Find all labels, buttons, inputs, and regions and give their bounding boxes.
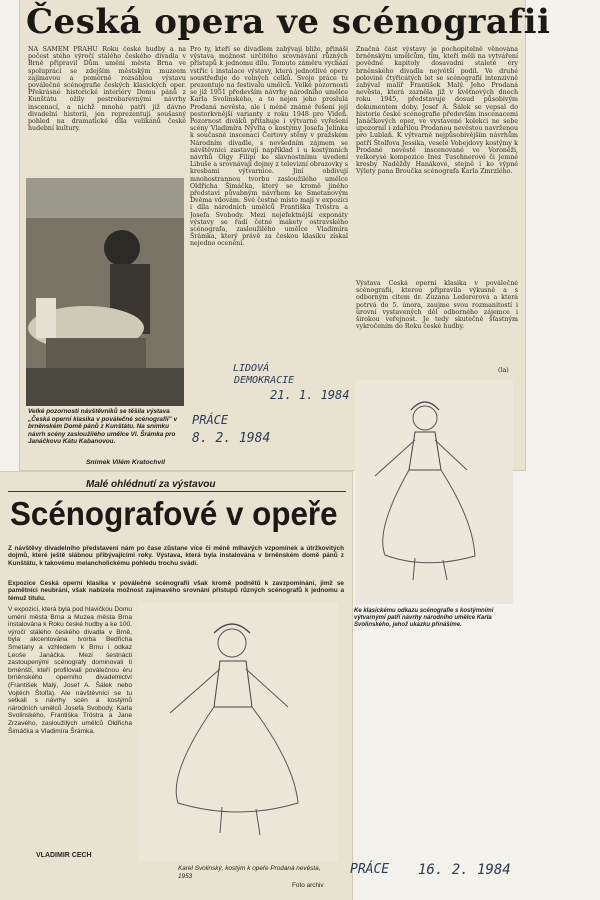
- article1-photo: [26, 178, 184, 406]
- costume-sketch-left: [138, 603, 338, 861]
- article1-column-1: NA SAMÉM PRAHU Roku české hudby a na počest stého výročí stálého českého divadla v Brně připravil Dům umění města Brna ve spolupráci se zdejším městským muzeem zajímavou a poměrně rozsáhlou výstavu poválečné scénografie českých klasických oper. Překrásné historické interiéry Domu pánů z Kunštátu ožily pestrobarevnými návrhy inscenací, a nichž mnohé patří již dávno divadelní historii, jen reprezentují soušasný pohled na dramatické díla velikánů české hudební kultury.: [28, 46, 186, 133]
- article1-photo-credit: Snímek Vilém Kratochvíl: [86, 459, 166, 466]
- handwritten-source-2: PRÁCE: [192, 413, 229, 427]
- article1-signature: (la): [498, 367, 509, 374]
- article2-headline: Scénografové v opeře: [10, 495, 338, 532]
- article2-author: VLADIMÍR ČECH: [36, 852, 92, 859]
- article1-column-2: Pro ty, kteří se divadlem zabývají blíže, přináší výstava možnost určitého srovnávání různých přístupů k jednomu dílu. Tomuto záměru vychází vstříc i instalace výstavy, která jednotlivé opery soustřeďuje do volných celků. Svoje práce tu prezentuje na festivalu umělců. Velké pozornosti se již 1951 především návrhy národního umělce Karla Svolinského, a to nejen jeho proslulá Prodaná nevěsta, ale i méně známé řešení její pestorkvnější varianty z roku 1948 pro Vídeň. Pozornost diváků přitahuje i výtvarné vyřešení scény Vladimíra Nývlta o kostýmy Josefa Jelínka k současné inscenaci Čertovy stěny v pražském Národním divadle, s nevšedním zájmem se návštěvníci zastavují například i u kostýmních návrhů Olgy Filipi ke slavnostnímu uvedení Libuše a srovnávají dojmy z televizní obrazovky s kresbami výtvarnice. Jiní obdivují mnohostrannou tvorbu zasloužilého umělce Oldřicha Šimáčka, který se kromě jiného představí půvabným návrhem ke Smetanovým Dvěma vdovám. Své čestné místo mají v expozici i díla národních umělců Františka Tröstra a Josefa Svobody. Mezi nejefektnější exponáty výstavy se řadí četné makety ostravského scénografa, zasloužilého umělce Vladimíra Šrámka, který právě za českou klasiku získal nejedno ocenění.: [190, 46, 348, 248]
- handwritten-source-3: PRÁCE: [350, 862, 390, 877]
- article2-archive-credit: Foto archiv: [292, 882, 324, 889]
- stage-model-photo: [26, 178, 184, 406]
- costume-drawing-icon-2: [138, 603, 338, 861]
- article2-lead: Z návštěvy divadelního představení nám po čase zůstane více či méně mlhavých vzpomínek a útržkovitých dojmů, které ještě slábnou přibývajícími roky. Výstava, která byla instalována v brněnském domě pánů z Kunštátu, k takovému melancholickému pohledu trochu svádí.: [8, 545, 344, 567]
- article2-body: V expozici, která byla pod hlavičkou Domu umění města Brna a Muzea města Brna instalována k Roku české hudby a ke 100. výročí stálého českého divadla v Brně, byla akcentována tvorba Bedřicha Smetany a vzhledem k Brnu i odkaz Leoše Janáčka. Mezi šestnácti zastoupenými scénografy dominovali ti brněnští, kteří profilovali poválečnou éru brněnského operního divadelnictví (František Malý, Josef A. Šálek nebo Vojtěch Štolfa). Ale návštěvníci se tu setkali s návrhy scén a kostýmů národních umělců Josefa Svobody, Karla Svolinského, Františka Tröstra a Jane Zrzavého, zasloužilých umělců Oldřicha Šimáčka a Vladimíra Šrámka.: [8, 606, 132, 735]
- article2-kicker: Malé ohlédnutí za výstavou: [86, 479, 216, 490]
- handwritten-date-2: 8. 2. 1984: [192, 431, 271, 446]
- handwritten-source-1: LIDOVÁ: [233, 363, 270, 374]
- costume-sketch-right: [355, 380, 513, 604]
- costume-drawing-icon: [355, 380, 513, 604]
- article2-kicker-rule: [8, 491, 346, 492]
- handwritten-date-1: 21. 1. 1984: [270, 388, 350, 402]
- handwritten-date-3: 16. 2. 1984: [418, 862, 511, 878]
- costume-sketch-right-caption: Ke klasickému odkazu scénografie s kostýmními výtvarnými patří návrhy národního umělce Karla Svolinského, jehož ukázku přinášíme.: [354, 608, 494, 629]
- article1-column-3b: Výstava Česká operní klasika v poválečné scénografii, kterou připravila výkusně a s odborným citem dr. Zuzana Ledererová a která potrvá do 5. února, zaujme svou rozmanitostí i úrovní vystavených děl odborného zájemce i širokou veřejnost. Je tedy skutečně šťastným vykročením do Roku české hudby.: [356, 280, 518, 331]
- handwritten-source-1b: DEMOKRACIE: [234, 375, 295, 386]
- article1-photo-caption: Velké pozornosti návštěvníků se těšila výstava „Česká operní klasika v poválečné scénografii" v brněnském Domě pánů z Kunštátu. Na snímku návrh scény zasloužilého umělce Vl. Šrámka pro Janáčkovu Kátu Kabanovou.: [28, 408, 178, 446]
- article1-headline: Česká opera ve scénografii: [26, 2, 551, 42]
- article1-column-3: Značná část výstavy je pochopitelně věnována brněnským umělcům, tím, kteří měli na vytváření povědné kapitoly dosavadní staleté éry brněnského divadla největší podíl. Ve druhé polovině čtyřicátých let se scénografií intenzivně zabýval malíř František Malý. Jeho Prodaná nevěsta, která zazněla již v květnových dnech roku 1945, představuje dosud působivým dokumentem doby. Josef A. Šálek se vepsal do historie české scénografie především inscenacemi Janáčkových oper, ve vystavené kolekci ne sebe upozornil i zdařilou Prodanou nevěstou navrženou pro Lublaň. K výtvarně nejpůsobivějším návrhům patří Štolfova Jessika, veselé Vobejdovy kostýmy k Prodané nevěstě inscenované ve Voroněži, velkorysé kompozice Inez Tuschnerové či jemné kresby Naděždy Hanákové, stejně i ko výpné Výlety pana Broučka scénografa Karla Zmrzlého.: [356, 46, 518, 176]
- article2-sketch-caption: Karel Svolinský, kostým k opeře Prodaná nevěsta, 1953: [178, 865, 321, 880]
- article2-lead-2: Expozice Česká operní klasika v poválečné scénografii však kromě podnětů k zavzpomínání, jimž se pamětníci neubrání, však nabízela možnost zajímavého srovnání přístupů různých scénografů k jednomu a témuž titulu.: [8, 580, 344, 602]
